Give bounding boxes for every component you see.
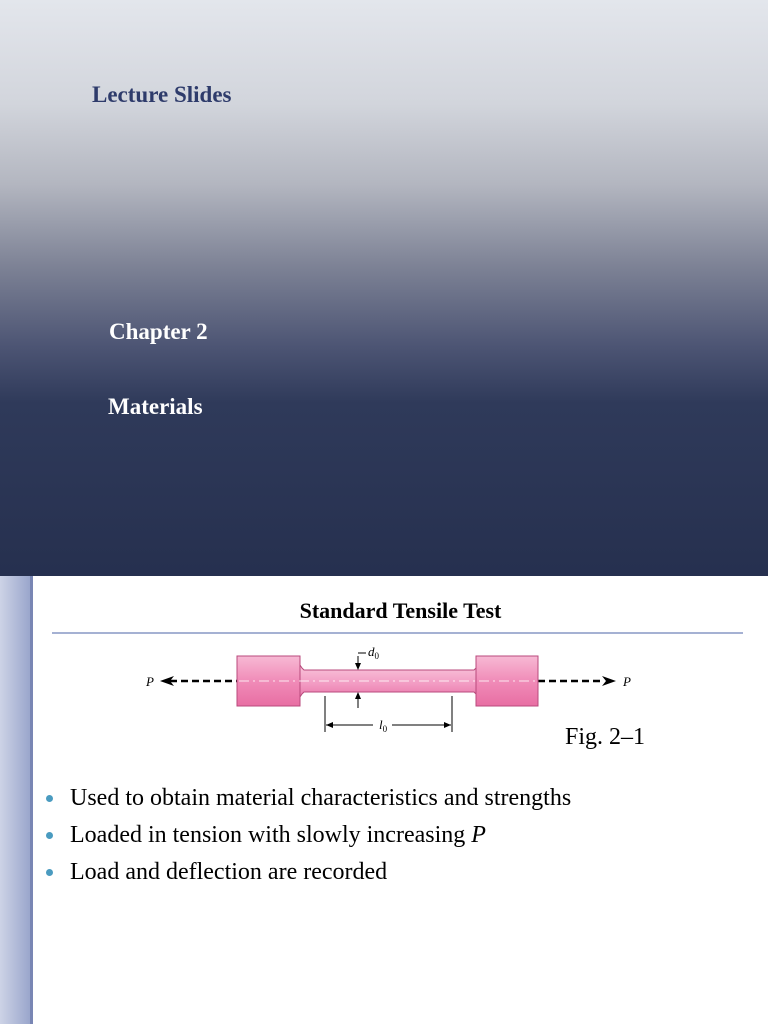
diameter-arrowhead-bottom [355,692,361,699]
variable-p: P [471,822,486,848]
diameter-arrowhead-top [355,663,361,670]
diameter-label: $d_0$ [368,644,379,661]
bullet-text: Used to obtain material characteristics and strengths [70,785,572,811]
length-arrowhead-left [326,722,333,728]
load-arrow-right [602,676,616,686]
list-item [46,854,571,891]
length-arrowhead-right [444,722,451,728]
load-label-left: P [146,674,154,689]
lecture-slides-heading: Lecture Slides [92,82,232,107]
list-item [46,817,571,854]
slide-title: Standard Tensile Test [299,598,502,623]
title-divider [52,632,743,634]
slide-sidebar [0,576,30,1024]
bullet-dot-icon [46,869,53,876]
chapter-number: Chapter 2 [109,319,208,344]
figure-caption: Fig. 2–1 [565,724,646,750]
load-label-right: P [623,674,631,689]
bullet-dot-icon [46,795,53,802]
content-slide [0,576,768,1024]
bullet-list [46,780,571,891]
sidebar-border [30,576,33,1024]
length-label: $l_0$ [379,717,388,734]
bullet-text: Loaded in tension with slowly increasing P [70,822,486,848]
chapter-title: Materials [108,394,203,419]
bullet-dot-icon [46,832,53,839]
list-item [46,780,571,817]
bullet-text: Load and deflection are recorded [70,859,388,885]
